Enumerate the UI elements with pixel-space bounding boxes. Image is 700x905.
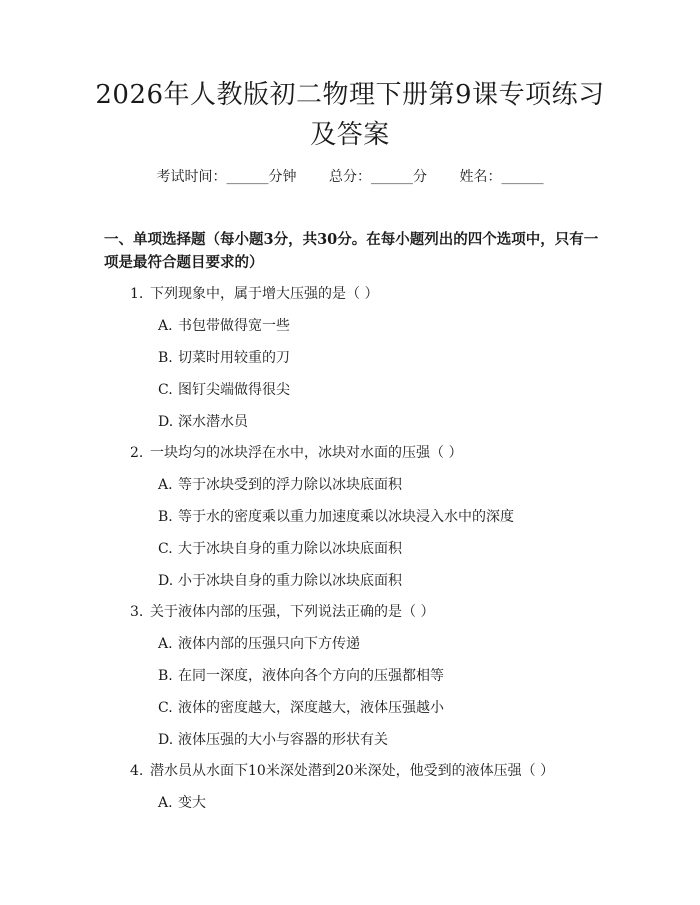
option-2b: B. 等于水的密度乘以重力加速度乘以冰块浸入水中的深度: [158, 509, 514, 525]
exam-meta: [0, 166, 700, 186]
option-3b: B. 在同一深度，液体向各个方向的压强都相等: [158, 668, 444, 684]
option-2a: A. 等于冰块受到的浮力除以冰块底面积: [158, 477, 402, 493]
question-1: [130, 283, 378, 303]
option-1c: C. 图钉尖端做得很尖: [158, 382, 290, 398]
question-number: 3.: [130, 604, 144, 620]
exam-time-field: 考试时间：______分钟: [156, 169, 297, 185]
question-text: 下列现象中，属于增大压强的是（ ）: [150, 286, 379, 302]
option-3d: D. 液体压强的大小与容器的形状有关: [158, 732, 388, 748]
option-1d: D. 深水潜水员: [158, 414, 248, 430]
page-title-continued: 及答案: [310, 120, 390, 150]
question-number: 4.: [130, 763, 144, 779]
total-score-field: 总分：______分: [329, 169, 427, 185]
option-4a: A. 变大: [158, 795, 206, 811]
student-name-field: 姓名：______: [459, 169, 544, 185]
question-text: 关于液体内部的压强，下列说法正确的是（ ）: [150, 604, 435, 620]
option-2c: C. 大于冰块自身的重力除以冰块底面积: [158, 541, 402, 557]
option-3a: A. 液体内部的压强只向下方传递: [158, 636, 360, 652]
question-number: 2.: [130, 445, 144, 461]
option-1a: A. 书包带做得宽一些: [158, 318, 290, 334]
question-number: 1.: [130, 286, 144, 302]
question-3: [130, 601, 434, 621]
option-1b: B. 切菜时用较重的刀: [158, 350, 290, 366]
question-text: 一块均匀的冰块浮在水中，冰块对水面的压强（ ）: [150, 445, 463, 461]
page-title: 2026年人教版初二物理下册第9课专项练习: [95, 80, 605, 110]
option-2d: D. 小于冰块自身的重力除以冰块底面积: [158, 573, 402, 589]
question-text: 潜水员从水面下10米深处潜到20米深处，他受到的液体压强（ ）: [150, 763, 555, 779]
section-heading: 一、单项选择题（每小题3分，共30分。在每小题列出的四个选项中，只有一项是最符合题目要求的）: [104, 231, 599, 271]
question-4: [130, 760, 554, 780]
question-2: [130, 442, 462, 462]
option-3c: C. 液体的密度越大，深度越大，液体压强越小: [158, 700, 444, 716]
